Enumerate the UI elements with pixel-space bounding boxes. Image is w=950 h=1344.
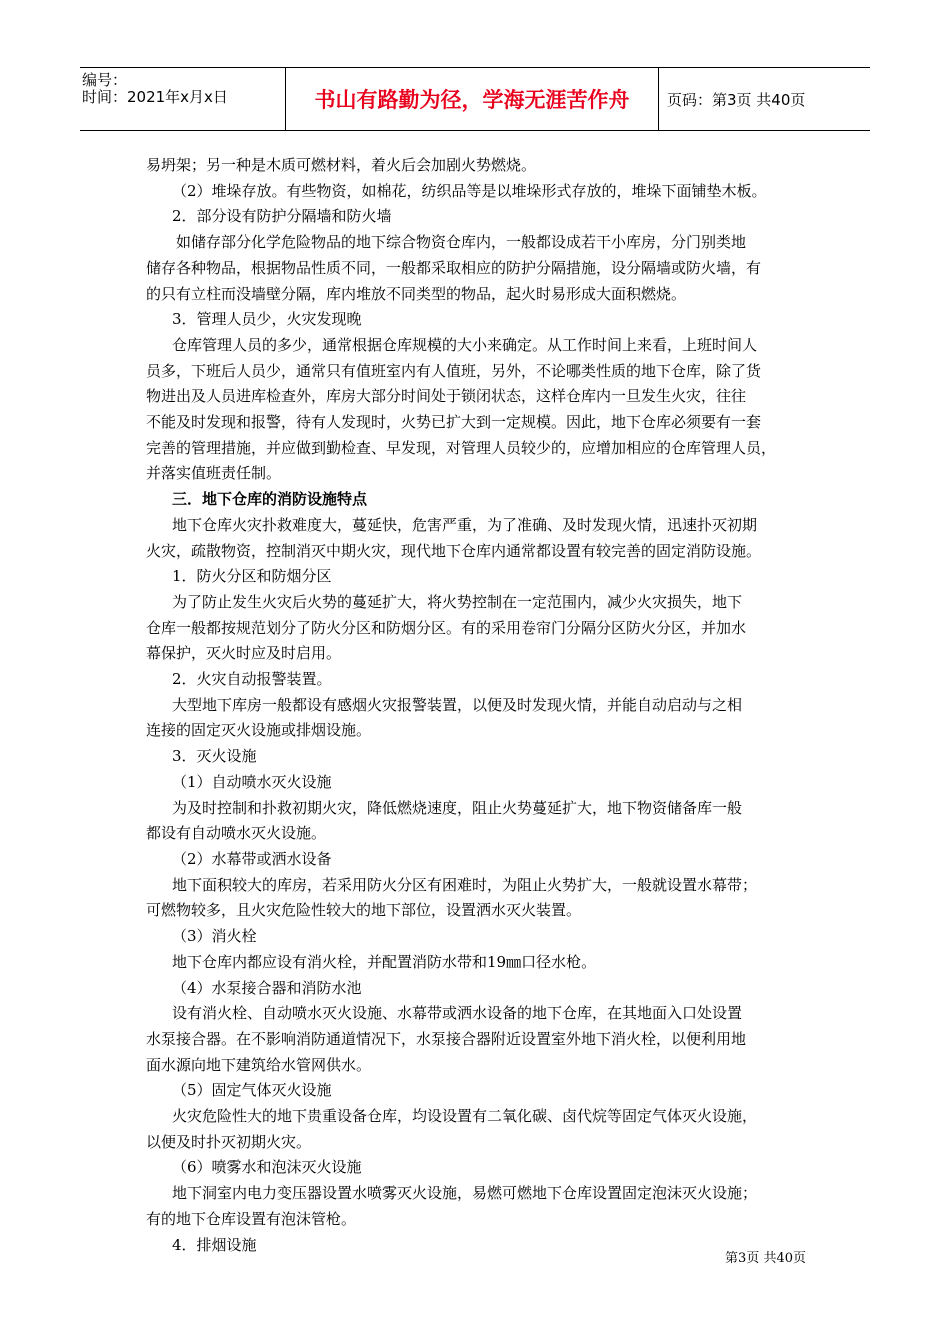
body-line: 并落实值班责任制。 xyxy=(146,464,282,483)
header-meta xyxy=(80,68,286,130)
body-line: 仓库一般都按规范划分了防火分区和防烟分区。有的采用卷帘门分隔分区防火分区，并加水 xyxy=(146,618,747,637)
header-page-info: 页码：第3页 共40页 xyxy=(667,90,806,109)
body-line: 火灾危险性大的地下贵重设备仓库，均设设置有二氧化碳、卤代烷等固定气体灭火设施， xyxy=(172,1107,758,1126)
body-line: （2）堆垛存放。有些物资，如棉花，纺织品等是以堆垛形式存放的，堆垛下面铺垫木板。 xyxy=(172,181,767,200)
body-line: 物进出及人员进库检查外，库房大部分时间处于锁闭状态，这样仓库内一旦发生火灾，往往 xyxy=(146,387,747,406)
page-footer: 第3页 共40页 xyxy=(725,1251,806,1266)
body-line: 为及时控制和扑救初期火灾，降低燃烧速度，阻止火势蔓延扩大，地下物资储备库一般 xyxy=(172,798,743,817)
doc-date-label: 时间：2021年x月x日 xyxy=(82,88,228,106)
subsection-heading: （3）消火栓 xyxy=(172,927,257,946)
body-line: 为了防止发生火灾后火势的蔓延扩大，将火势控制在一定范围内，减少火灾损失，地下 xyxy=(172,592,743,611)
body-line: 如储存部分化学危险物品的地下综合物资仓库内，一般都设成若干小库房，分门别类地 xyxy=(176,233,747,252)
header-motto: 书山有路勤为径，学海无涯苦作舟 xyxy=(286,68,659,130)
subsection-heading: （1）自动喷水灭火设施 xyxy=(172,772,332,791)
doc-number-label: 编号： xyxy=(82,71,128,89)
body-line: 有的地下仓库设置有泡沫管枪。 xyxy=(146,1209,357,1228)
body-line: 地下仓库内都应设有消火栓，并配置消防水带和19㎜口径水枪。 xyxy=(172,952,597,971)
document-body xyxy=(146,153,816,1258)
subsection-heading: （4）水泵接合器和消防水池 xyxy=(172,978,362,997)
body-line: 完善的管理措施，并应做到勤检查、早发现，对管理人员较少的，应增加相应的仓库管理人员， xyxy=(146,438,777,457)
section-heading: 3．灭火设施 xyxy=(172,747,257,766)
body-line: 连接的固定灭火设施或排烟设施。 xyxy=(146,721,372,740)
section-heading: 3．管理人员少，火灾发现晚 xyxy=(172,310,362,329)
body-line: 地下洞室内电力变压器设置水喷雾灭火设施，易燃可燃地下仓库设置固定泡沫灭火设施； xyxy=(172,1184,758,1203)
body-line: 的只有立柱而没墙壁分隔，库内堆放不同类型的物品，起火时易形成大面积燃烧。 xyxy=(146,284,687,303)
section-heading: 1．防火分区和防烟分区 xyxy=(172,567,332,586)
body-line: 储存各种物品，根据物品性质不同，一般都采取相应的防护分隔措施，设分隔墙或防火墙，有 xyxy=(146,258,762,277)
body-line: 设有消火栓、自动喷水灭火设施、水幕带或洒水设备的地下仓库，在其地面入口处设置 xyxy=(172,1004,743,1023)
section-heading: 2．火灾自动报警装置。 xyxy=(172,670,332,689)
body-line: 地下仓库火灾扑救难度大，蔓延快，危害严重，为了准确、及时发现火情，迅速扑灭初期 xyxy=(172,515,758,534)
page-header xyxy=(80,67,870,131)
section-heading: 2．部分设有防护分隔墙和防火墙 xyxy=(172,207,392,226)
chapter-heading: 三．地下仓库的消防设施特点 xyxy=(172,490,368,509)
body-line: 不能及时发现和报警，待有人发现时，火势已扩大到一定规模。因此，地下仓库必须要有一套 xyxy=(146,413,762,432)
body-line: 员多，下班后人员少，通常只有值班室内有人值班，另外，不论哪类性质的地下仓库，除了货 xyxy=(146,361,762,380)
body-line: 大型地下库房一般都设有感烟火灾报警装置，以便及时发现火情，并能自动启动与之相 xyxy=(172,695,743,714)
body-line: 火灾，疏散物资，控制消灭中期火灾，现代地下仓库内通常都设置有较完善的固定消防设施。 xyxy=(146,541,762,560)
body-line: 地下面积较大的库房，若采用防火分区有困难时，为阻止火势扩大，一般就设置水幕带； xyxy=(172,875,758,894)
subsection-heading: （5）固定气体灭火设施 xyxy=(172,1081,332,1100)
body-line: 都设有自动喷水灭火设施。 xyxy=(146,824,327,843)
body-line: 以便及时扑灭初期火灾。 xyxy=(146,1132,312,1151)
body-line: 易坍架；另一种是木质可燃材料，着火后会加剧火势燃烧。 xyxy=(146,156,537,174)
body-line: 水泵接合器。在不影响消防通道情况下，水泵接合器附近设置室外地下消火栓，以便利用地 xyxy=(146,1029,747,1048)
body-line: 面水源向地下建筑给水管网供水。 xyxy=(146,1055,372,1074)
subsection-heading: （2）水幕带或洒水设备 xyxy=(172,849,332,868)
body-line: 幕保护，灭火时应及时启用。 xyxy=(146,644,342,663)
body-line: 可燃物较多，且火灾危险性较大的地下部位，设置洒水灭火装置。 xyxy=(146,901,582,920)
section-heading: 4．排烟设施 xyxy=(172,1235,257,1254)
subsection-heading: （6）喷雾水和泡沫灭火设施 xyxy=(172,1158,362,1177)
body-line: 仓库管理人员的多少，通常根据仓库规模的大小来确定。从工作时间上来看，上班时间人 xyxy=(172,335,758,354)
